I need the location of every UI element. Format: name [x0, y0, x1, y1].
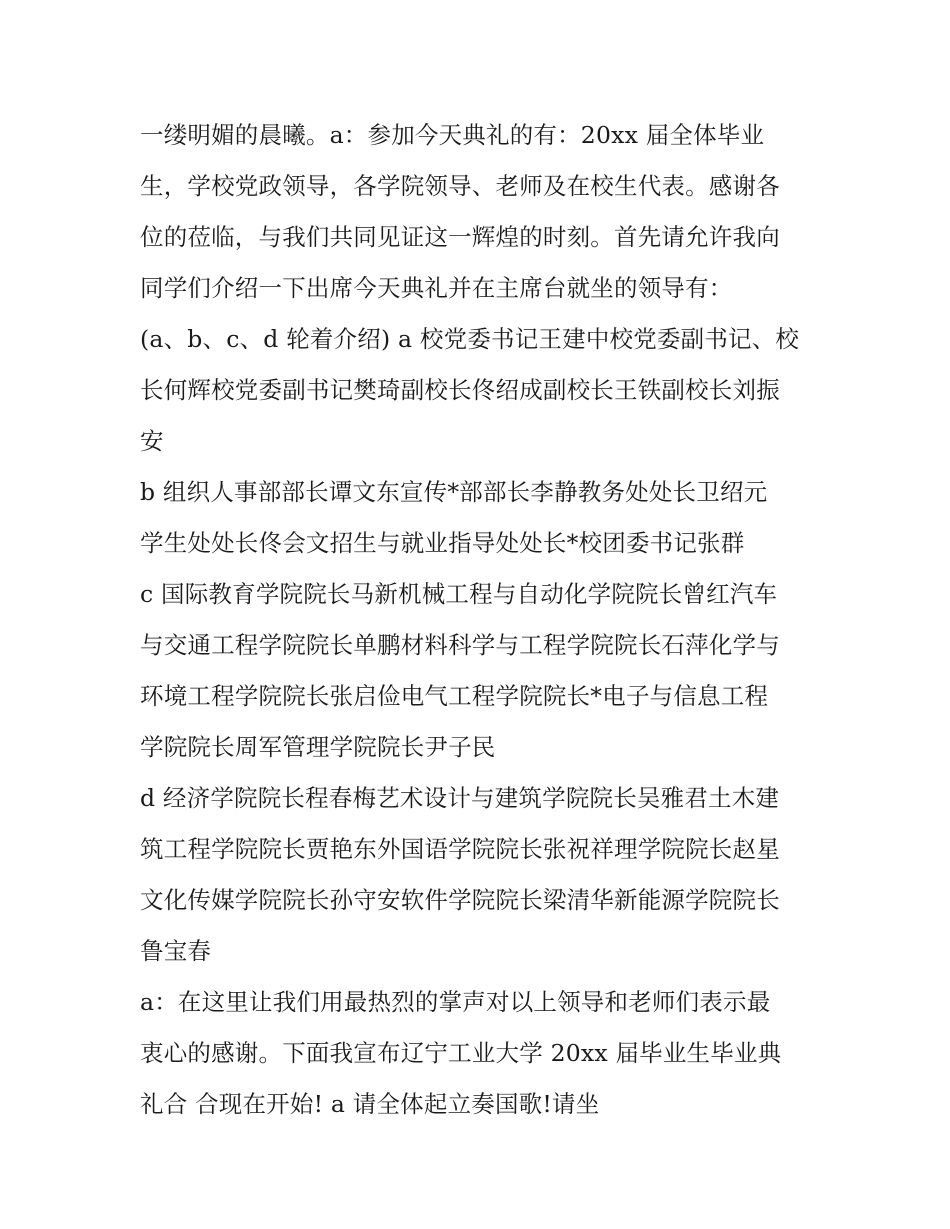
text-line: a：在这里让我们用最热烈的掌声对以上领导和老师们表示最 — [140, 988, 771, 1016]
text-line: (a、b、c、d 轮着介绍) a 校党委书记王建中校党委副书记、校 — [140, 325, 800, 353]
text-line: 一缕明媚的晨曦。a：参加今天典礼的有：20xx 届全体毕业 — [140, 121, 765, 149]
text-line: 同学们介绍一下出席今天典礼并在主席台就坐的领导有： — [140, 274, 733, 302]
text-line: 礼合 合现在开始! a 请全体起立奏国歌!请坐 — [140, 1090, 600, 1118]
text-line: 衷心的感谢。下面我宣布辽宁工业大学 20xx 届毕业生毕业典 — [140, 1039, 782, 1067]
text-line: 生，学校党政领导，各学院领导、老师及在校生代表。感谢各 — [140, 172, 780, 200]
document-body — [140, 110, 820, 1130]
text-line: 环境工程学院院长张启俭电气工程学院院长*电子与信息工程 — [140, 682, 769, 710]
text-line: 鲁宝春 — [140, 937, 212, 965]
text-line: b 组织人事部部长谭文东宣传*部部长李静教务处处长卫绍元 — [140, 478, 768, 506]
text-line: 与交通工程学院院长单鹏材料科学与工程学院院长石萍化学与 — [140, 631, 780, 659]
text-line: 长何辉校党委副书记樊琦副校长佟绍成副校长王铁副校长刘振 — [140, 376, 780, 404]
text-line: 学院院长周军管理学院院长尹子民 — [140, 733, 496, 761]
text-line: c 国际教育学院院长马新机械工程与自动化学院院长曾红汽车 — [140, 580, 778, 608]
text-line: 筑工程学院院长贾艳东外国语学院院长张祝祥理学院院长赵星 — [140, 835, 780, 863]
text-line: 位的莅临，与我们共同见证这一辉煌的时刻。首先请允许我向 — [140, 223, 780, 251]
text-line: 安 — [140, 427, 164, 455]
text-line: 文化传媒学院院长孙守安软件学院院长梁清华新能源学院院长 — [140, 886, 780, 914]
text-line: 学生处处长佟会文招生与就业指导处处长*校团委书记张群 — [140, 529, 745, 557]
text-line: d 经济学院院长程春梅艺术设计与建筑学院院长吴雅君土木建 — [140, 784, 780, 812]
